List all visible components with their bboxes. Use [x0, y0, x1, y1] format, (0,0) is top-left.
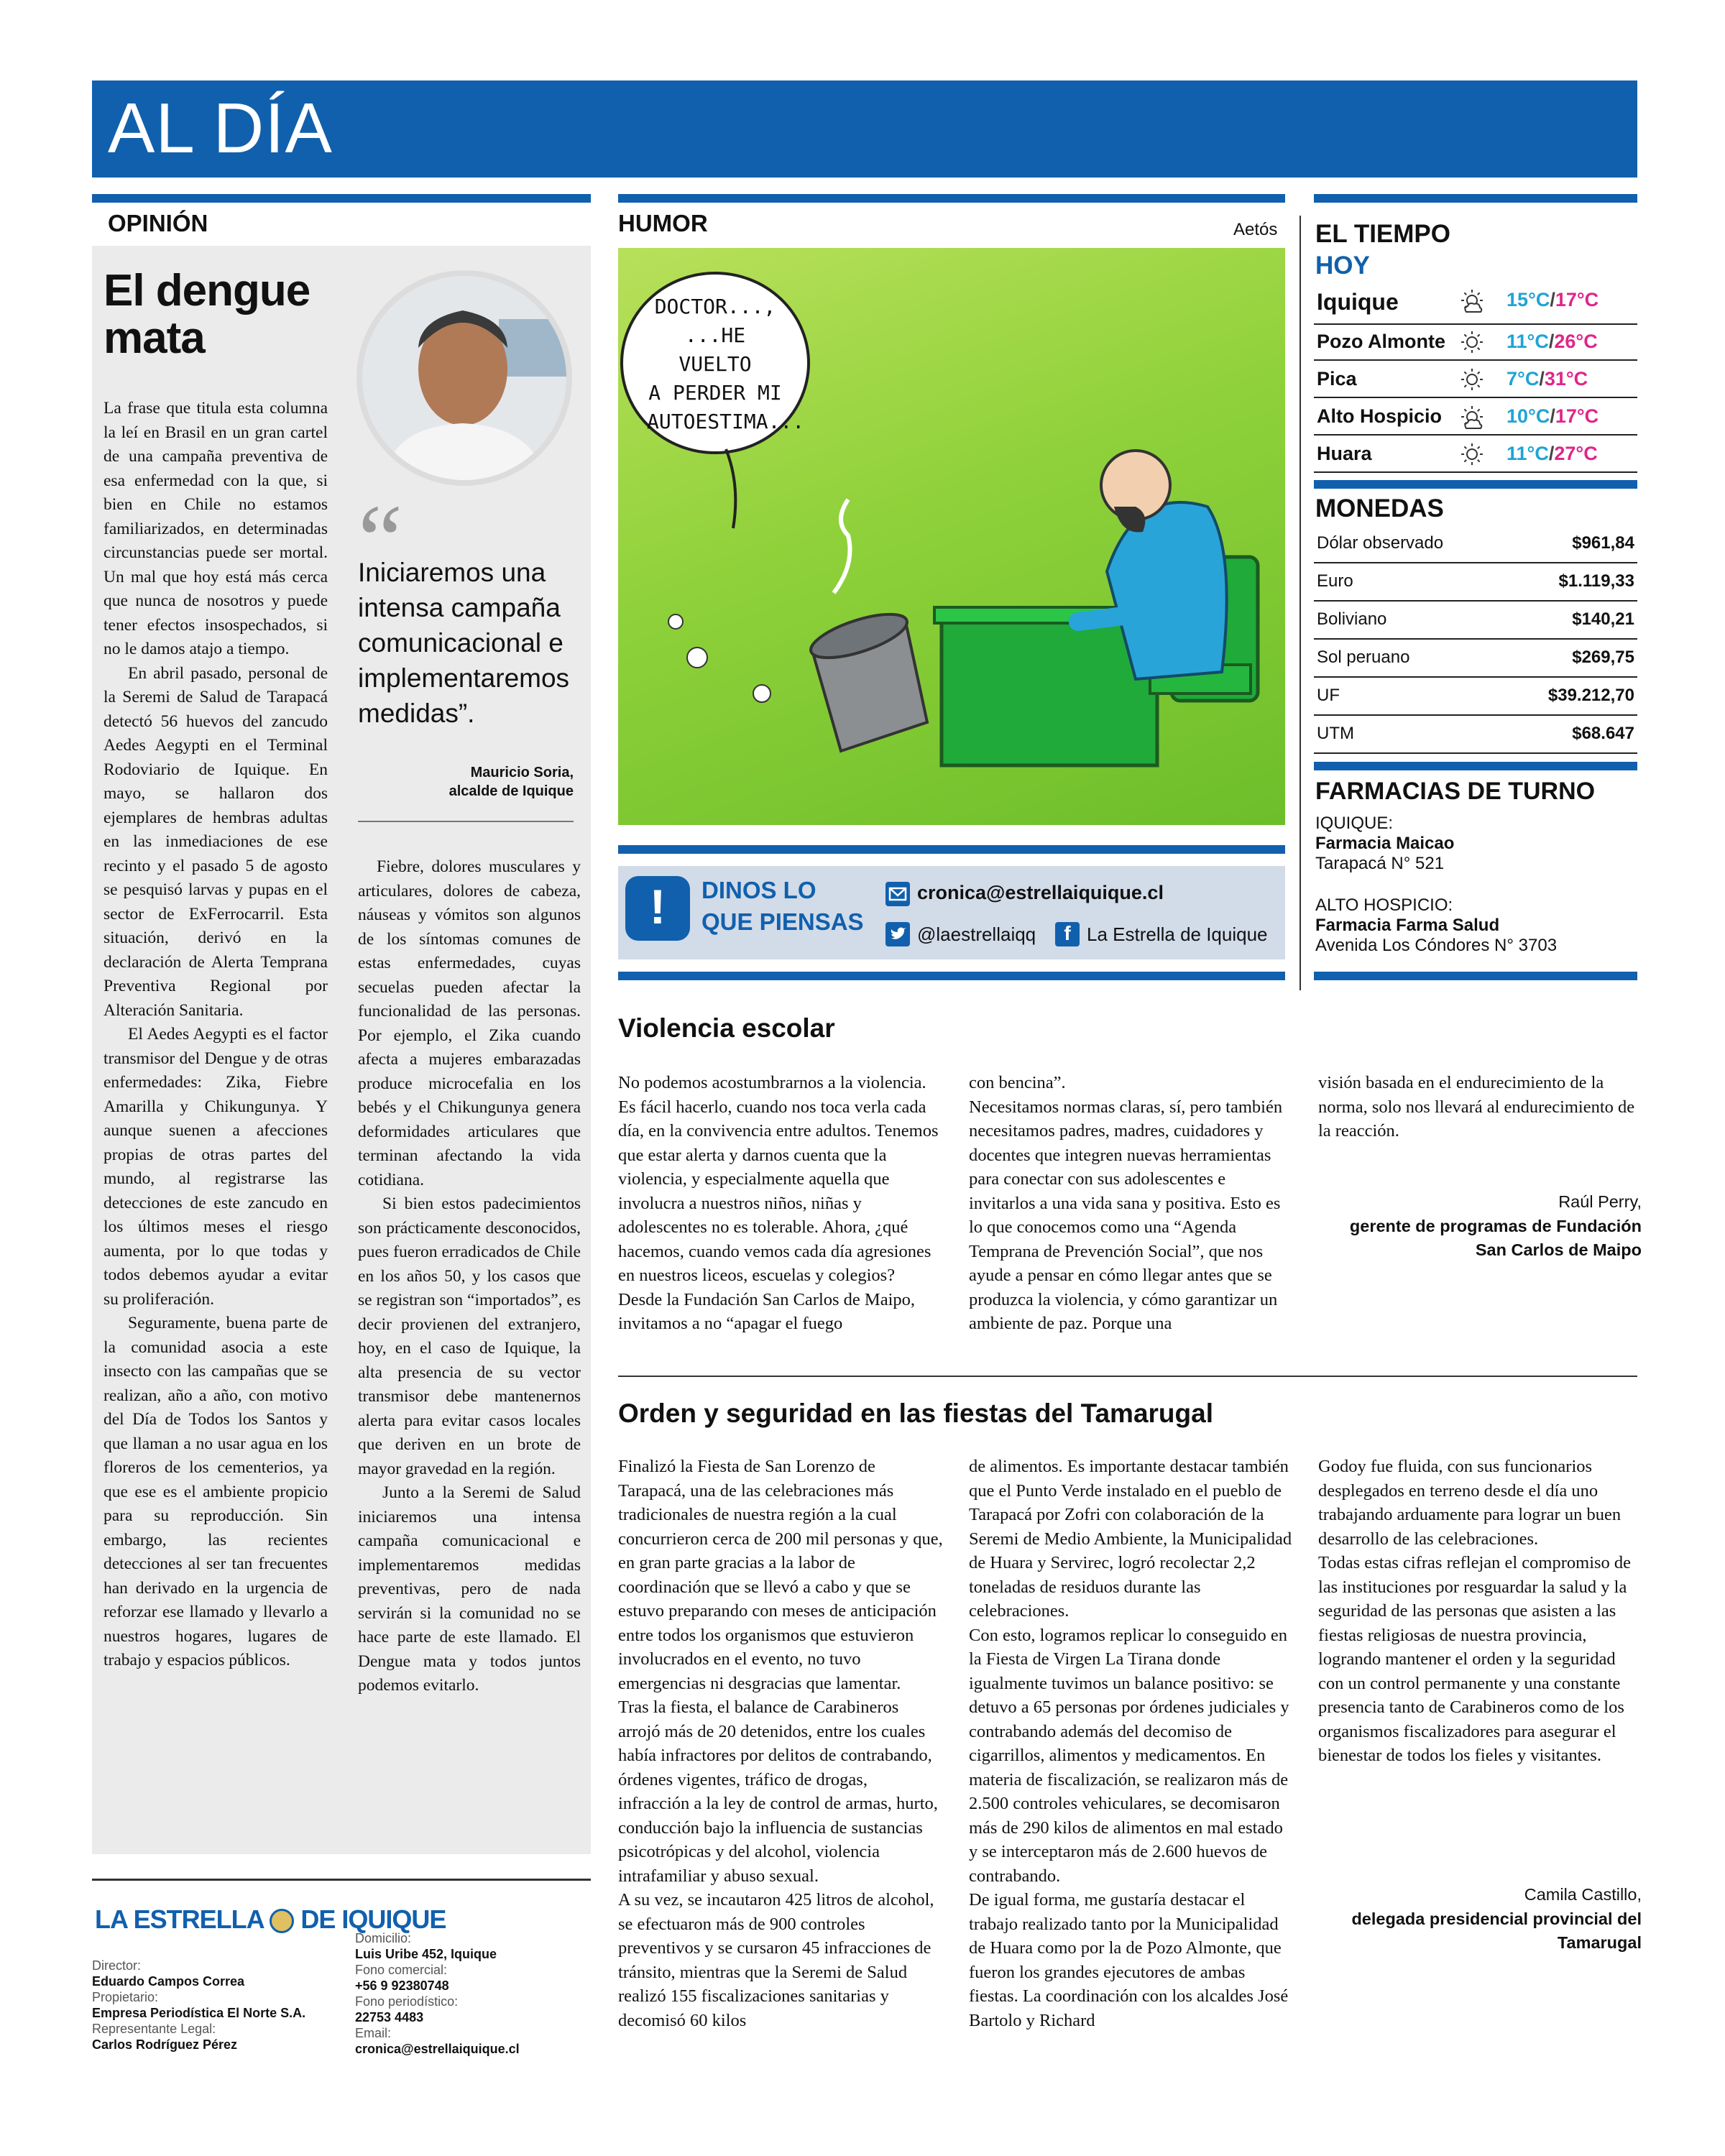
imprint-label: Email: — [355, 2026, 392, 2040]
currency-name: Dólar observado — [1317, 533, 1444, 553]
currency-name: Euro — [1317, 571, 1353, 591]
imprint-right — [355, 1930, 585, 2057]
article-signature — [1318, 1883, 1642, 1955]
mail-icon — [886, 882, 910, 906]
currency-value: $140,21 — [1572, 609, 1634, 629]
article-signature — [1318, 1190, 1642, 1263]
currency-value: $68.647 — [1572, 724, 1634, 743]
currency-value: $1.119,33 — [1558, 571, 1634, 591]
imprint-value: +56 9 92380748 — [355, 1978, 449, 1993]
temp-separator: / — [1550, 405, 1555, 427]
pull-quote-author-role: alcalde de Iquique — [448, 783, 574, 799]
pharmacy-name: Farmacia Maicao — [1315, 834, 1455, 853]
feedback-title-line: DINOS LO — [702, 877, 816, 903]
divider — [92, 1879, 591, 1881]
farmacias-section-bar-bottom — [1314, 972, 1637, 980]
temp-max: 17°C — [1555, 289, 1599, 310]
imprint-email[interactable]: cronica@estrellaiquique.cl — [355, 2042, 520, 2056]
weather-city: Alto Hospicio — [1317, 405, 1442, 427]
article-col3: visión basada en el endurecimiento de la norma, solo nos llevará al endurecimiento de la reacción. — [1318, 1073, 1635, 1141]
feedback-email-link[interactable]: cronica@estrellaiquique.cl — [917, 882, 1164, 903]
temp-max: 26°C — [1554, 331, 1598, 352]
speech-line: ...HE VUELTO — [678, 323, 752, 376]
imprint-value: 22753 4483 — [355, 2010, 424, 2024]
weather-temps — [1506, 368, 1588, 390]
pharmacy-item — [1315, 895, 1557, 956]
weather-row — [1314, 286, 1637, 325]
temp-min: 7°C — [1506, 368, 1540, 390]
cartoon-image — [618, 248, 1285, 825]
currency-value: $269,75 — [1572, 648, 1634, 667]
article-col2: de alimentos. Es importante destacar también que el Punto Verde instalado en el pueblo de Tarapacá por Zofri con colaboración de la Seremi de Medio Ambiente, la Municipalidad de Huara y Servirec, logró recolectar 2,2 toneladas de residuos durante las celebraciones. Con esto, logramos replicar lo conseguido en la Fiesta de Virgen La Tirana donde igualmente tuvimos un balance positivo: se detuvo a 65 personas por órdenes judiciales y contrabando además del decomiso de cigarrillos, alimentos y medicamentos. En materia de fiscalización, se realizaron más de 2.500 controles vehiculares, se decomisaron más de 290 kilos de alimentos en mal estado y se interceptaron más de 2.600 huevos de contrabando. De igual forma, me gustaría destacar el trabajo realizado tanto por la Municipalidad de Huara como por la de Pozo Almonte, que fueron los grandes ejecutores de ambas fiestas. La coordinación con los alcaldes José Bartolo y Richard — [969, 1457, 1292, 2030]
weather-city: Pozo Almonte — [1317, 331, 1445, 352]
partly-cloudy-icon — [1458, 287, 1486, 316]
author-photo — [356, 270, 572, 486]
weather-temps — [1506, 289, 1598, 311]
partly-cloudy-icon — [1458, 404, 1486, 433]
feedback-title-line: QUE PIENSAS — [702, 908, 864, 935]
dinos-section-bar-bottom — [618, 972, 1285, 980]
sun-icon — [1458, 329, 1486, 358]
currency-row — [1314, 639, 1637, 678]
humor-section-bar — [618, 194, 1285, 203]
temp-max: 27°C — [1554, 443, 1598, 464]
opinion-section-label: OPINIÓN — [108, 210, 208, 236]
logo-emblem-icon — [270, 1909, 294, 1933]
imprint-label: Representante Legal: — [92, 2022, 216, 2036]
exclamation-icon: ! — [625, 876, 690, 941]
monedas-section-bar — [1314, 480, 1637, 489]
currency-value: $39.212,70 — [1547, 686, 1634, 705]
logo-text-right: DE IQUIQUE — [300, 1904, 446, 1934]
opinion-paragraph: En abril pasado, personal de la Seremi de Salud de Tarapacá detectó 56 huevos del zancudo Aedes Aegypti en el Terminal Rodoviario de Iquique. En mayo, se hallaron dos ejemplares de hembras adultas en las inmediaciones de ese recinto y el pasado 5 de agosto se pesquisó larvas y pupas en el sector de ExFerrocarril. Esta situación, derivó en la declaración de Alerta Temprana Preventiva Regional por Alteración Sanitaria. — [104, 663, 328, 1020]
imprint-value: Empresa Periodística El Norte S.A. — [92, 2006, 306, 2020]
signature-name: Raúl Perry, — [1558, 1192, 1642, 1211]
opinion-title: El dengue mata — [104, 266, 310, 363]
speech-bubble-text — [647, 292, 805, 436]
currency-row — [1314, 601, 1637, 640]
speech-line: AUTOESTIMA... — [647, 410, 805, 433]
imprint-label: Domicilio: — [355, 1931, 412, 1945]
twitter-icon — [886, 922, 910, 946]
imprint-label: Fono periodístico: — [355, 1994, 459, 2009]
pharmacy-city: IQUIQUE: — [1315, 814, 1394, 833]
temp-max: 31°C — [1544, 368, 1588, 390]
divider — [618, 1376, 1637, 1377]
pharmacy-title: FARMACIAS DE TURNO — [1315, 778, 1596, 805]
weather-temps — [1506, 443, 1598, 465]
currency-name: UTM — [1317, 724, 1354, 743]
article-title: Violencia escolar — [618, 1013, 835, 1043]
opinion-paragraph: La frase que titula esta columna la leí en Brasil en un gran cartel de una campaña preventiva de esa enfermedad con la que, si bien en Chile no estamos familiarizados, en determinadas circunstancias puede ser mortal. Un mal que hoy está más cerca que nunca de nosotros y puede tener efectos insospechados, si no le damos atajo a tiempo. — [104, 399, 328, 658]
currency-row — [1314, 563, 1637, 602]
weather-row — [1314, 328, 1637, 361]
opinion-section-bar — [92, 194, 591, 203]
imprint-label: Propietario: — [92, 1990, 159, 2004]
imprint-value: Eduardo Campos Correa — [92, 1974, 245, 1989]
facebook-link[interactable]: La Estrella de Iquique — [1087, 923, 1268, 945]
imprint-left — [92, 1958, 322, 2053]
weather-temps — [1506, 331, 1598, 353]
temp-separator: / — [1550, 289, 1555, 310]
opinion-paragraph: El Aedes Aegypti es el factor transmisor del Dengue y de otras enfermedades: Zika, Fiebre Amarilla y Chikungunya. Y aunque suenen a afecciones propias de otras partes del mundo, al registrarse las detecciones de este zancudo en los últimos meses el riesgo aumenta, por lo que todas y todos debemos ayudar a evitar su proliferación. — [104, 1025, 328, 1309]
column-divider — [1300, 216, 1301, 990]
weather-city: Huara — [1317, 443, 1372, 464]
sun-icon — [1458, 441, 1486, 470]
temp-min: 11°C — [1506, 443, 1549, 464]
twitter-link[interactable]: @laestrellaiqq — [917, 923, 1036, 945]
article-col1: No podemos acostumbrarnos a la violencia. Es fácil hacerlo, cuando nos toca verla cada día, en la convivencia entre adultos. Tenemos que estar alerta y darnos cuenta que la violencia, y especialmente aquella que involucra a nuestros niños, niñas y adolescentes no es tolerable. Ahora, ¿qué hacemos, cuando vemos cada día agresiones en nuestros liceos, escuelas y colegios? Desde la Fundación San Carlos de Maipo, invitamos a no “apagar el fuego — [618, 1073, 939, 1333]
dinos-section-bar — [618, 845, 1285, 854]
currency-value: $961,84 — [1572, 533, 1634, 553]
signature-name: Camila Castillo, — [1524, 1885, 1642, 1904]
currency-name: Sol peruano — [1317, 648, 1410, 667]
currency-name: Boliviano — [1317, 609, 1387, 629]
imprint-value: Luis Uribe 452, Iquique — [355, 1947, 497, 1961]
humor-section-label: HUMOR — [618, 210, 708, 236]
opinion-paragraph: Junto a la Seremi de Salud iniciaremos una intensa campaña comunicacional e implementaremos medidas preventivas, pero de nada servirán si la comunidad no se hace parte de este llamado. El Dengue mata y todos juntos podemos evitarlo. — [358, 1483, 581, 1695]
weather-row — [1314, 440, 1637, 473]
pharmacy-address: Avenida Los Cóndores N° 3703 — [1315, 936, 1558, 955]
article-col3: Godoy fue fluida, con sus funcionarios desplegados en terreno desde el día uno trabajando arduamente para lograr un buen desarrollo de las celebraciones. Todas estas cifras reflejan el compromiso de las instituciones por resguardar la salud y la seguridad de las personas que asisten a las fiestas religiosas de nuestra provincia, logrando mantener el orden y la seguridad con un control permanente y una constante presencia tanto de Carabineros como de los organismos fiscalizadores para asegurar el bienestar de todos los fieles y visitantes. — [1318, 1457, 1632, 1765]
opinion-body-col2 — [358, 855, 581, 1698]
currency-row — [1314, 525, 1637, 563]
weather-title: EL TIEMPO — [1315, 220, 1450, 248]
imprint-label: Director: — [92, 1958, 142, 1973]
feedback-title — [702, 875, 864, 938]
imprint-label: Fono comercial: — [355, 1963, 448, 1977]
weather-row — [1314, 365, 1637, 398]
weather-city: Pica — [1317, 368, 1357, 390]
signature-role: delegada presidencial provincial del Tamarugal — [1351, 1909, 1642, 1952]
opinion-paragraph: Seguramente, buena parte de la comunidad asocia a este insecto con las campañas que se realizan, año a año, con motivo del Día de Todos los Santos y que llaman a no usar agua en los floreros de los cementerios, ya que ese es el ambiente propicio para su reproducción. Sin embargo, las recientes detecciones al ser tan frecuentes han derivado en la urgencia de reforzar ese llamado y llevarlo a nuestros hogares, lugares de trabajo y espacios públicos. — [104, 1314, 328, 1669]
temp-separator: / — [1548, 331, 1555, 352]
signature-role: gerente de programas de Fundación San Carlos de Maipo — [1349, 1216, 1642, 1259]
pharmacy-name: Farmacia Farma Salud — [1315, 916, 1500, 935]
speech-line: A PERDER MI — [648, 381, 782, 405]
imprint-value: Carlos Rodríguez Pérez — [92, 2037, 238, 2052]
feedback-box — [618, 866, 1285, 959]
logo-text-left: LA ESTRELLA — [95, 1904, 264, 1934]
currency-name: UF — [1317, 686, 1340, 705]
article-title: Orden y seguridad en las fiestas del Tamarugal — [618, 1399, 1213, 1428]
temp-min: 11°C — [1506, 331, 1549, 352]
sun-icon — [1458, 367, 1486, 395]
temp-separator: / — [1548, 443, 1555, 464]
weather-subtitle: HOY — [1315, 252, 1370, 280]
speech-line: DOCTOR..., — [654, 295, 776, 318]
article-col1: Finalizó la Fiesta de San Lorenzo de Tarapacá, una de las celebraciones más tradicionales de nuestra región a la cual concurrieron cerca de 200 mil personas y que, en gran parte gracias a la labor de coordinación que se llevó a cabo y que se estuvo preparando con meses de anticipación entre todos los organismos que estuvieron involucrados en el evento, no tuvo emergencias ni desgracias que lamentar. Tras la fiesta, el balance de Carabineros arrojó más de 20 detenidos, entre los cuales había infractores por delitos de contrabando, órdenes vigentes, tráfico de drogas, infracción a la ley de control de armas, hurto, conducción bajo la influencia de sustancias psicotrópicas y del alcohol, violencia intrafamiliar y abuso sexual. A su vez, se incautaron 425 litros de alcohol, se efectuaron más de 900 controles preventivos y se cursaron 45 infracciones de tránsito, mientras que la Seremi de Salud realizó 155 fiscalizaciones sanitarias y decomisó 60 kilos — [618, 1457, 943, 2030]
divider — [358, 821, 574, 822]
cartoon-author: Aetós — [1233, 220, 1278, 239]
farmacias-section-bar — [1314, 762, 1637, 770]
pharmacy-address: Tarapacá N° 521 — [1315, 854, 1445, 873]
weather-temps — [1506, 405, 1598, 428]
opinion-column — [92, 246, 591, 1854]
opinion-paragraph: Fiebre, dolores musculares y articulares, dolores de cabeza, náuseas y vómitos son algunos de los síntomas comunes de estas enfermedades, cuyas secuelas pueden afectar la funcionalidad de las personas. Por ejemplo, el Zika cuando afecta a mujeres embarazadas produce microcefalia en los bebés y el Chikungunya genera deformidades articulares que terminan afectando la vida cotidiana. — [358, 857, 581, 1189]
opinion-paragraph: Si bien estos padecimientos son prácticamente desconocidos, pues fueron erradicados de Chile en los años 50, y los casos que se registran son “importados”, es decir provienen del extranjero, hoy, en el caso de Iquique, la alta presencia de su vector transmisor debe mantenernos alerta para evitar casos locales que deriven en un brote de mayor gravedad en la región. — [358, 1194, 581, 1478]
temp-separator: / — [1539, 368, 1545, 390]
opinion-body-col1 — [104, 397, 328, 1673]
weather-city: Iquique — [1317, 289, 1399, 315]
quote-mark-icon: “ — [358, 484, 403, 596]
currency-row — [1314, 715, 1637, 754]
pull-quote: Iniciaremos una intensa campaña comunicacional e implementaremos medidas”. — [358, 558, 570, 728]
pull-quote-author — [358, 763, 574, 801]
tiempo-section-bar — [1314, 194, 1637, 203]
weather-row — [1314, 402, 1637, 436]
page-title: AL DÍA — [108, 88, 333, 167]
currency-title: MONEDAS — [1315, 494, 1444, 522]
currency-row — [1314, 677, 1637, 716]
temp-min: 10°C — [1506, 405, 1550, 427]
pull-quote-author-name: Mauricio Soria, — [470, 765, 574, 780]
pharmacy-city: ALTO HOSPICIO: — [1315, 895, 1453, 915]
temp-max: 17°C — [1555, 405, 1599, 427]
temp-min: 15°C — [1506, 289, 1550, 310]
article-col2: con bencina”. Necesitamos normas claras, sí, pero también necesitamos padres, madres, cuidadores y docentes que integren nuevas herramientas para conectar con sus adolescentes e invitarlos a una vida sana y positiva. Esto es lo que conocemos como una “Agenda Temprana de Prevención Social”, que nos ayude a pensar en cómo llegar antes que se produzca la violencia, y cómo garantizar un ambiente de paz. Porque una — [969, 1073, 1283, 1333]
page-header — [92, 80, 1637, 178]
facebook-icon: f — [1055, 922, 1080, 946]
pharmacy-item — [1315, 814, 1454, 874]
